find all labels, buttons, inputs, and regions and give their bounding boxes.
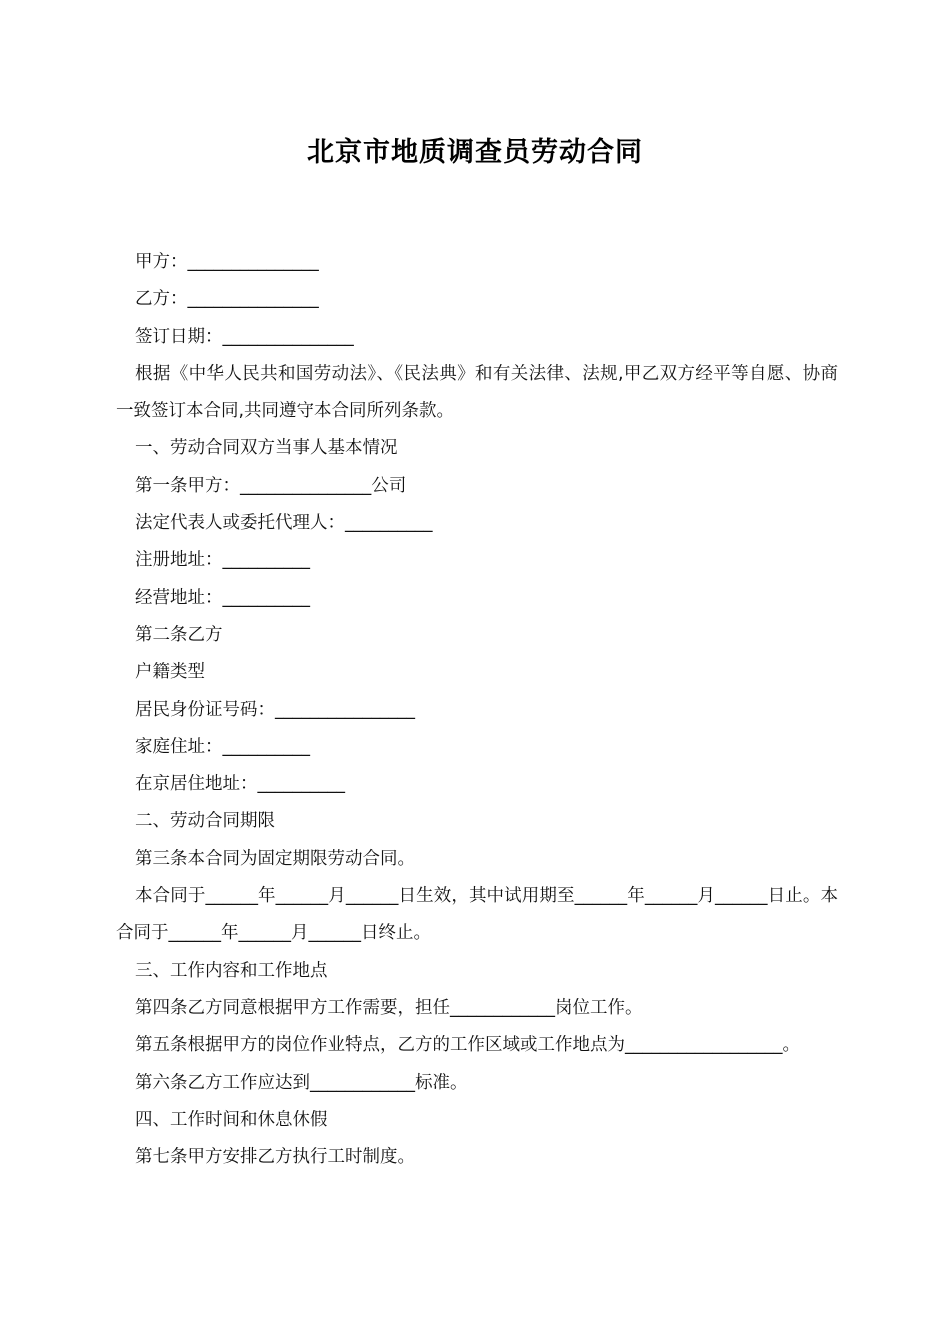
article-7-line: 第七条甲方安排乙方执行工时制度。 <box>135 1147 415 1168</box>
preamble-paragraph: 根据《中华人民共和国劳动法》、《民法典》和有关法律、法规,甲乙双方经平等自愿、协商一致签订本合同,共同遵守本合同所列条款。 <box>116 363 838 422</box>
signing-date-line: 签订日期：_______________ <box>135 326 354 347</box>
document-title: 北京市地质调查员劳动合同 <box>307 137 643 168</box>
document-body <box>116 244 838 1176</box>
party-a-line: 甲方：_______________ <box>135 252 319 272</box>
registered-address-line: 注册地址：__________ <box>135 550 310 571</box>
article-1-line: 第一条甲方：_______________公司 <box>135 475 407 496</box>
business-address-line: 经营地址：__________ <box>135 587 310 608</box>
article-2-line: 第二条乙方 <box>135 624 223 645</box>
article-6-line: 第六条乙方工作应达到____________标准。 <box>135 1072 468 1093</box>
legal-representative-line: 法定代表人或委托代理人：__________ <box>135 513 433 534</box>
section-heading-1: 一、劳动合同双方当事人基本情况 <box>135 438 398 459</box>
household-type-line: 户籍类型 <box>135 662 205 683</box>
party-b-line: 乙方：_______________ <box>135 289 319 310</box>
id-number-line: 居民身份证号码：________________ <box>135 699 415 720</box>
article-5-paragraph: 第五条根据甲方的岗位作业特点，乙方的工作区域或工作地点为__________________。 <box>135 1035 800 1056</box>
beijing-address-line: 在京居住地址：__________ <box>135 774 345 795</box>
section-heading-3: 三、工作内容和工作地点 <box>135 960 328 981</box>
contract-term-paragraph: 本合同于______年______月______日生效，其中试用期至______年______月______日止。本合同于______年______月______日终止。 <box>116 886 838 944</box>
section-heading-4: 四、工作时间和休息休假 <box>135 1109 328 1130</box>
home-address-line: 家庭住址：__________ <box>135 736 310 757</box>
section-heading-2: 二、劳动合同期限 <box>135 811 275 832</box>
article-4-line: 第四条乙方同意根据甲方工作需要，担任____________岗位工作。 <box>135 997 643 1018</box>
article-3-line: 第三条本合同为固定期限劳动合同。 <box>135 848 415 869</box>
